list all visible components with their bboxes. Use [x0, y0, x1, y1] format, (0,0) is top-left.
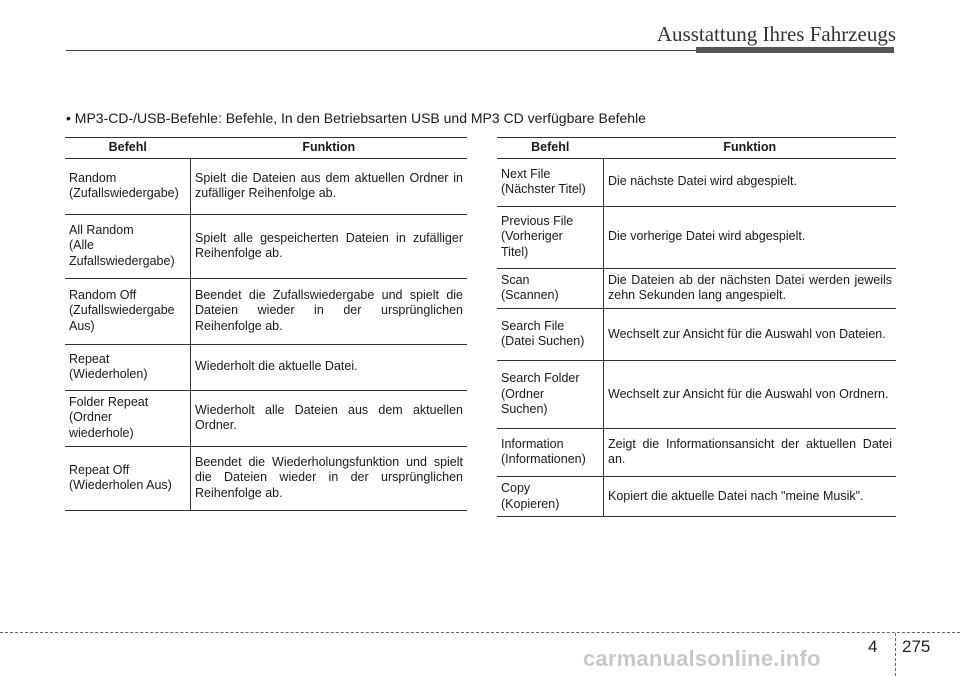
command-translation: (Kopieren) — [501, 496, 560, 511]
command-name: Search File — [501, 318, 565, 333]
column-header-befehl: Befehl — [497, 138, 604, 159]
command-name: Scan — [501, 272, 530, 287]
command-translation: (Nächster Titel) — [501, 182, 586, 197]
function-cell: Kopiert die aktuelle Datei nach "meine Musik". — [604, 476, 897, 516]
command-cell — [497, 206, 604, 268]
command-cell — [497, 268, 604, 308]
command-cell — [497, 360, 604, 428]
command-translation: wiederhole) — [69, 425, 134, 440]
table-row — [65, 214, 467, 278]
command-name: Search Folder — [501, 370, 580, 385]
command-translation: Zufallswiedergabe) — [69, 253, 175, 268]
table-row — [497, 206, 896, 268]
command-translation: (Zufallswiedergabe — [69, 303, 175, 318]
command-cell — [65, 446, 191, 510]
command-translation: Aus) — [69, 318, 95, 333]
function-cell: Zeigt die Informationsansicht der aktuellen Datei an. — [604, 428, 897, 476]
command-translation: (Ordner — [501, 386, 545, 401]
command-cell — [497, 428, 604, 476]
footer-page-separator — [895, 633, 896, 676]
table-row — [497, 268, 896, 308]
column-header-befehl: Befehl — [65, 138, 191, 159]
right-command-table — [497, 137, 896, 517]
function-cell: Beendet die Zufallswiedergabe und spielt die Dateien wieder in der ursprünglichen Reihenfolge ab. — [191, 278, 468, 344]
function-cell: Die Dateien ab der nächsten Datei werden jeweils zehn Sekunden lang angespielt. — [604, 268, 897, 308]
command-name: Previous File — [501, 213, 574, 228]
command-translation: (Datei Suchen) — [501, 334, 585, 349]
table-row — [497, 476, 896, 516]
function-cell: Wiederholt die aktuelle Datei. — [191, 344, 468, 390]
command-translation: (Wiederholen) — [69, 367, 148, 382]
command-name: Repeat — [69, 351, 110, 366]
command-cell — [65, 158, 191, 214]
command-cell — [497, 158, 604, 206]
command-cell — [65, 278, 191, 344]
intro-text: • MP3-CD-/USB-Befehle: Befehle, In den Betriebsarten USB und MP3 CD verfügbare Befehle — [66, 110, 646, 126]
column-header-funktion: Funktion — [604, 138, 897, 159]
function-cell: Die nächste Datei wird abgespielt. — [604, 158, 897, 206]
command-name: Random Off — [69, 287, 137, 302]
command-cell — [497, 308, 604, 360]
command-cell — [65, 390, 191, 446]
command-name: Copy — [501, 480, 531, 495]
command-translation: (Vorheriger — [501, 229, 563, 244]
function-cell: Spielt alle gespeicherten Dateien in zufälliger Reihenfolge ab. — [191, 214, 468, 278]
page-chapter-number: 4 — [868, 637, 878, 656]
table-row — [65, 390, 467, 446]
table-row — [497, 428, 896, 476]
function-cell: Spielt die Dateien aus dem aktuellen Ordner in zufälliger Reihenfolge ab. — [191, 158, 468, 214]
header-rule — [66, 50, 696, 51]
table-row — [497, 308, 896, 360]
table-row — [497, 360, 896, 428]
left-command-table — [65, 137, 467, 511]
command-translation: Suchen) — [501, 402, 548, 417]
function-cell: Die vorherige Datei wird abgespielt. — [604, 206, 897, 268]
function-cell: Wechselt zur Ansicht für die Auswahl von Dateien. — [604, 308, 897, 360]
command-name: Next File — [501, 166, 551, 181]
command-translation: (Scannen) — [501, 288, 559, 303]
command-translation: (Informationen) — [501, 452, 586, 467]
command-translation: (Wiederholen Aus) — [69, 478, 172, 493]
command-name: Information — [501, 436, 564, 451]
table-row — [497, 158, 896, 206]
command-translation: (Alle — [69, 238, 95, 253]
table-row — [65, 446, 467, 510]
footer-rule — [0, 632, 960, 633]
table-row — [65, 344, 467, 390]
running-header-title: Ausstattung Ihres Fahrzeugs — [656, 22, 896, 46]
page-number: 275 — [902, 637, 931, 656]
command-translation: Titel) — [501, 244, 529, 259]
table-row — [65, 278, 467, 344]
function-cell: Beendet die Wiederholungsfunktion und spielt die Dateien wieder in der ursprünglichen Reihenfolge ab. — [191, 446, 468, 510]
function-cell: Wechselt zur Ansicht für die Auswahl von Ordnern. — [604, 360, 897, 428]
command-cell — [65, 344, 191, 390]
function-cell: Wiederholt alle Dateien aus dem aktuellen Ordner. — [191, 390, 468, 446]
header-rule-accent — [696, 47, 894, 53]
command-name: All Random — [69, 222, 134, 237]
command-translation: (Ordner — [69, 410, 113, 425]
table-row — [65, 158, 467, 214]
column-header-funktion: Funktion — [191, 138, 468, 159]
command-name: Random — [69, 170, 117, 185]
command-name: Folder Repeat — [69, 394, 149, 409]
command-name: Repeat Off — [69, 462, 130, 477]
command-cell — [65, 214, 191, 278]
command-cell — [497, 476, 604, 516]
command-translation: (Zufallswiedergabe) — [69, 186, 179, 201]
watermark: carmanualsonline.info — [583, 646, 821, 671]
